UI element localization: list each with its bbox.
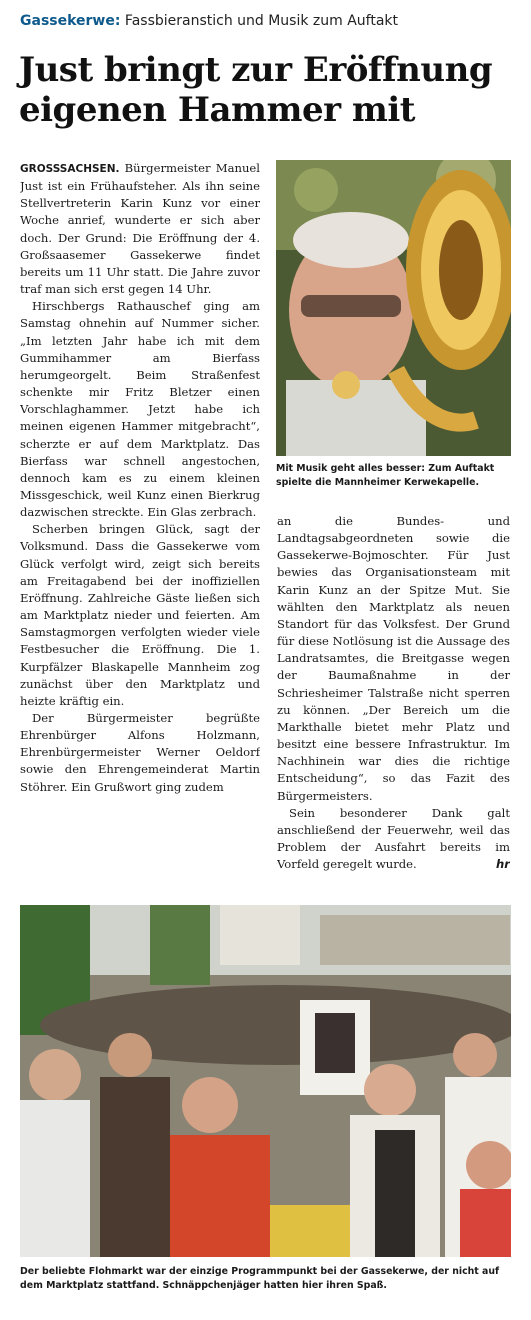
headline	[19, 50, 519, 130]
headline-line-1: Just bringt zur Eröffnung	[19, 50, 493, 90]
article-paragraph	[20, 160, 260, 298]
article-paragraph: Scherben bringen Glück, sagt der Volksmund. Dass die Gassekerwe vom Glück verfolgt wird, zeigt sich bereits am Freitagabend bei der inoffiziellen Eröffnung. Zahlreiche Gäste ließen sich am Marktplatz nieder und feierten. Am Samstagmorgen verfolgten wieder viele Festbesucher die Eröffnung. Die 1. Kurpfälzer Blaskapelle Mannheim zog zunächst über den Marktplatz und heizte kräftig ein.	[20, 522, 260, 708]
flea-market-crowd-illustration	[20, 905, 511, 1257]
article-paragraph: Der Bürgermeister begrüßte Ehrenbürger Alfons Holzmann, Ehrenbürgermeister Werner Oeldorf sowie den Ehrengemeinderat Martin Stöhrer. Ein Grußwort ging zudem	[20, 711, 260, 794]
article-paragraph: an die Bundes- und Landtagsabgeordneten sowie die Gassekerwe-Bojmoschter. Für Just bewies das Organisationsteam mit Karin Kunz an der Spitze Mut. Sie wählten den Marktplatz als neuen Standort für das Volksfest. Der Grund für diese Notlösung ist die Aussage des Landratsamtes, die Breitgasse wegen der Baumaßnahme in der Schriesheimer Talstraße nicht sperren zu können. „Der Bereich um die Markthalle bietet mehr Platz und besitzt eine bessere Infrastruktur. Im Nachhinein war dies die richtige Entscheidung“, so das Fazit des Bürgermeisters.	[277, 514, 510, 803]
author-initials: hr	[496, 857, 510, 872]
article-paragraph	[277, 805, 510, 874]
kicker-keyword: Gassekerwe:	[20, 13, 121, 29]
flea-market-photo	[20, 905, 511, 1257]
caption-line: Mit Musik geht alles besser: Zum Auftakt	[276, 463, 495, 474]
kicker-text: Fassbieranstich und Musik zum Auftakt	[124, 13, 399, 29]
article-column-2	[277, 513, 510, 883]
tuba-player-photo	[276, 160, 511, 456]
tuba-player-illustration	[276, 160, 511, 456]
dateline: GROSSSACHSEN.	[20, 163, 120, 175]
caption-line: spielte die Mannheimer Kerwekapelle.	[276, 477, 480, 488]
photo-caption	[276, 462, 516, 490]
headline-line-2: eigenen Hammer mit	[19, 90, 415, 130]
paragraph-text: Bürgermeister Manuel Just ist ein Frühaufsteher. Als ihn seine Stellvertreterin Karin Kunz vor einer Woche anrief, wunderte er sich aber doch. Der Grund: Die Eröffnung der 4. Großsaasemer Gassekerwe findet bereits um 11 Uhr statt. Die Jahre zuvor traf man sich erst gegen 14 Uhr.	[20, 161, 260, 297]
photo-caption	[20, 1265, 515, 1293]
article-column-1	[20, 160, 260, 880]
caption-line: dem Marktplatz stattfand. Schnäppchenjäger hatten hier ihren Spaß.	[20, 1280, 387, 1291]
caption-line: Der beliebte Flohmarkt war der einzige Programmpunkt bei der Gassekerwe, der nicht auf	[20, 1266, 500, 1277]
kicker	[20, 12, 520, 30]
paragraph-text: Sein besonderer Dank galt anschließend der Feuerwehr, weil das Problem der Ausfahrt bereits im Vorfeld geregelt wurde.	[277, 805, 510, 872]
article-paragraph: Hirschbergs Rathauschef ging am Samstag ohnehin auf Nummer sicher. „Im letzten Jahr habe ich mit dem Gummihammer am Bierfass herumgeorgelt. Beim Straßenfest schenkte mir Fritz Bletzer einen Vorschlaghammer. Jetzt habe ich meinen eigenen Hammer mitgebracht“, scherzte er auf dem Marktplatz. Das Bierfass war schnell angestochen, dennoch kam es zu einem kleinen Missgeschick, weil Kunz einen Bierkrug dazwischen streckte. Ein Glas zerbrach.	[20, 299, 260, 520]
